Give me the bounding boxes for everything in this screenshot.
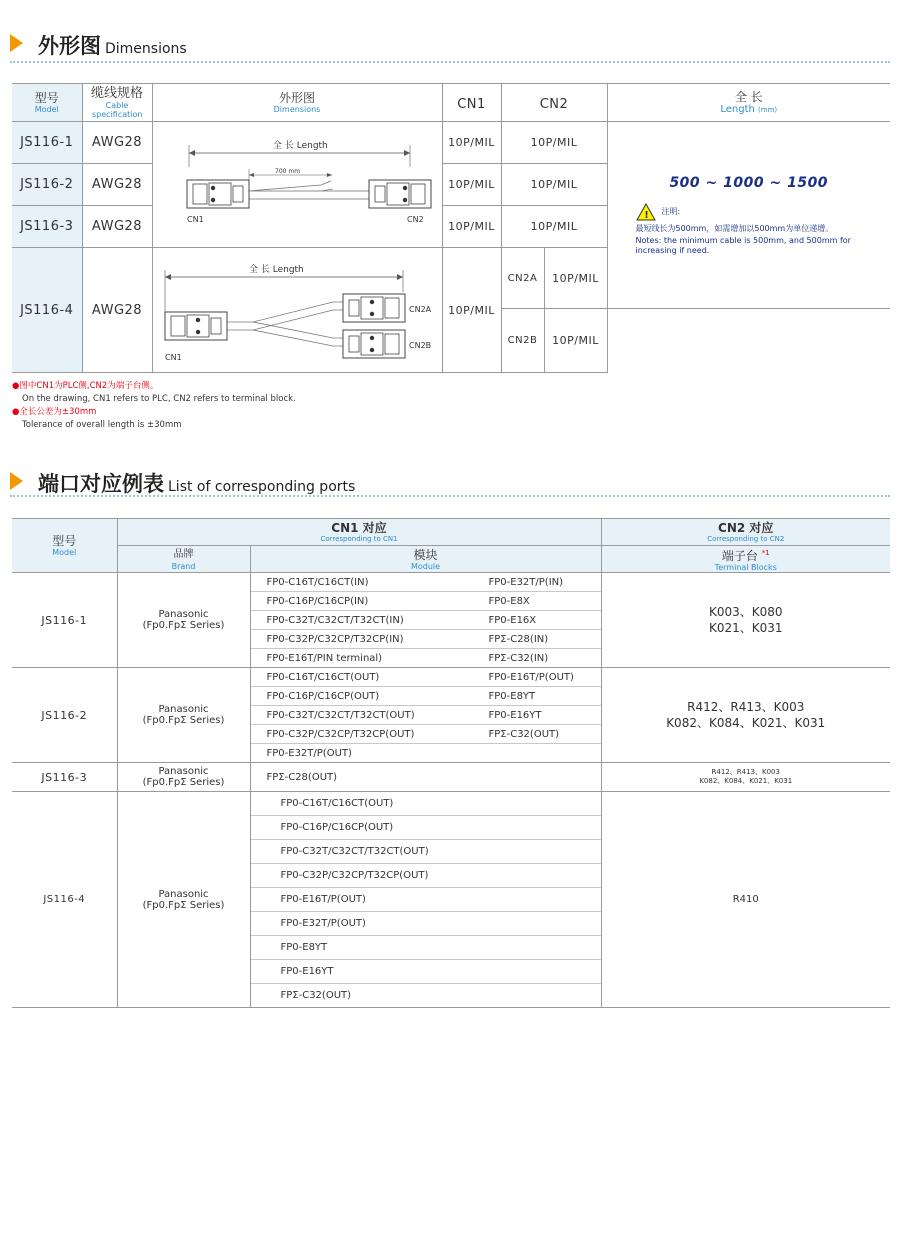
cn2-cell: 10P/MIL (501, 206, 607, 248)
svg-text:!: ! (643, 209, 649, 221)
split-cable-drawing (153, 250, 442, 370)
model-cell: JS116-3 (12, 763, 117, 792)
list-item: FP0-C16P/C16CP(OUT) FP0-E8YT (251, 687, 601, 706)
model-cell: JS116-3 (12, 206, 82, 248)
drawing-cell-straight (152, 122, 442, 248)
footnote-item: ●全长公差为±30mm (12, 407, 97, 417)
list-item: FPΣ-C28(OUT) (266, 771, 338, 783)
cn2a-label: CN2A (501, 248, 544, 309)
length-value: 500 ~ 1000 ~ 1500 (669, 174, 829, 191)
table-row (12, 763, 890, 792)
connector-cn1-icon (187, 180, 249, 208)
list-item: FP0-C16T/C16CT(IN) FP0-E32T/P(IN) (251, 573, 601, 592)
table-header-row (12, 84, 890, 122)
ports-table (12, 518, 890, 1008)
svg-text:CN2: CN2 (406, 214, 424, 224)
connector-cn2b-icon (343, 330, 405, 358)
model-cell: JS116-1 (12, 122, 82, 164)
cn2a-cell: 10P/MIL (544, 248, 607, 309)
list-item: FP0-E16T/P(OUT) (251, 888, 601, 912)
terminal-cell: K003、K080 K021、K031 (601, 573, 890, 668)
dotted-divider (10, 61, 890, 63)
dimensions-table (12, 83, 890, 373)
list-item: FPΣ-C32(OUT) (280, 990, 352, 1001)
cn2b-label: CN2B (501, 309, 544, 373)
list-item: FP0-C32T/C32CT/T32CT(OUT) (251, 840, 601, 864)
table-header-row (12, 519, 890, 546)
svg-text:CN1: CN1 (186, 214, 204, 224)
list-item: FP0-E32T/P(OUT) (266, 747, 352, 759)
length-cell (607, 122, 890, 309)
list-item: FP0-E8YT (251, 936, 601, 960)
header-drawing: 外形图 Dimensions (152, 84, 442, 122)
drawing-cell-split (152, 248, 442, 373)
section-title-en: Dimensions (105, 41, 187, 57)
module-cell (250, 792, 601, 1008)
table-row (12, 573, 890, 668)
straight-cable-drawing (153, 123, 442, 247)
list-item: FP0-E32T/P(OUT) (251, 912, 601, 936)
header-cn1: CN1 对应 Corresponding to CN1 (117, 519, 601, 546)
svg-text:CN1: CN1 (164, 353, 182, 362)
orange-arrow-icon (10, 472, 23, 490)
header-cn1: CN1 (442, 84, 501, 122)
header-cn2: CN2 对应 Corresponding to CN2 (601, 519, 890, 546)
header-terminal: 端子台 $^{*1}$ Terminal Blocks (601, 546, 890, 573)
terminal-cell: R412、R413、K003 K082、K084、K021、K031 (601, 763, 890, 792)
list-item: FP0-E16YT (251, 960, 601, 984)
footnotes (12, 380, 296, 432)
model-cell: JS116-4 (12, 792, 117, 1008)
cn1-cell: 10P/MIL (442, 206, 501, 248)
list-item: FP0-E16T/PIN terminal) FPΣ-C32(IN) (266, 652, 549, 664)
section-title-en: List of corresponding ports (168, 479, 356, 495)
header-brand: 品牌 Brand (117, 546, 250, 573)
header-cn2: CN2 (501, 84, 607, 122)
table-header-row (12, 546, 890, 573)
cn1-cell: 10P/MIL (442, 164, 501, 206)
cn2b-cell: 10P/MIL (544, 309, 607, 373)
cable-cell: AWG28 (82, 206, 152, 248)
dotted-divider (10, 495, 890, 497)
cable-cell: AWG28 (82, 164, 152, 206)
list-item: FP0-C16P/C16CP(OUT) (251, 816, 601, 840)
footnote-en: Tolerance of overall length is ±30mm (22, 420, 182, 430)
model-cell: JS116-2 (12, 164, 82, 206)
cn1-cell: 10P/MIL (442, 248, 501, 373)
note-cn: 最短线长为500mm，如需增加以500mm为单位递增。 (635, 223, 834, 233)
note-en: Notes: the minimum cable is 500mm, and 500mm for increasing if need. (635, 235, 851, 255)
list-item: FP0-C32P/C32CP/T32CP(IN) FPΣ-C28(IN) (251, 630, 601, 649)
section-title-cn: 端口对应例表 (38, 472, 164, 496)
cable-cell: AWG28 (82, 248, 152, 373)
terminal-cell: R412、R413、K003 K082、K084、K021、K031 (601, 668, 890, 763)
module-cell (250, 763, 601, 792)
table-row (12, 792, 890, 1008)
header-cable: 缆线规格 Cable specification (82, 84, 152, 122)
model-cell: JS116-1 (12, 573, 117, 668)
list-item: FP0-C16T/C16CT(OUT) (251, 792, 601, 816)
terminal-cell: R410 (601, 792, 890, 1008)
warning-icon (636, 203, 656, 221)
brand-cell: Panasonic (Fp0.FpΣ Series) (117, 573, 250, 668)
module-cell (250, 668, 601, 763)
svg-text:700 mm: 700 mm (274, 167, 300, 175)
cn1-cell: 10P/MIL (442, 122, 501, 164)
header-length: 全 长 Length (mm) (607, 84, 890, 122)
list-item: FP0-C32P/C32CP/T32CP(OUT) (251, 864, 601, 888)
cn2-cell: 10P/MIL (501, 122, 607, 164)
cn2-cell: 10P/MIL (501, 164, 607, 206)
header-model: 型号 Model (12, 519, 117, 573)
header-module: 模块 Module (250, 546, 601, 573)
list-item: FP0-C16P/C16CP(IN) FP0-E8X (251, 592, 601, 611)
list-item: FP0-C32P/C32CP/T32CP(OUT) FPΣ-C32(OUT) (251, 725, 601, 744)
connector-cn1-icon (165, 312, 227, 340)
svg-text:CN2A: CN2A (408, 305, 431, 314)
connector-cn2-icon (369, 180, 431, 208)
list-item: FP0-C32T/C32CT/T32CT(OUT) FP0-E16YT (251, 706, 601, 725)
brand-cell: Panasonic (Fp0.FpΣ Series) (117, 763, 250, 792)
model-cell: JS116-4 (12, 248, 82, 373)
brand-cell: Panasonic (Fp0.FpΣ Series) (117, 792, 250, 1008)
footnote-item: ●图中CN1为PLC侧,CN2为端子台侧。 (12, 381, 159, 391)
footnote-en: On the drawing, CN1 refers to PLC, CN2 refers to terminal block. (22, 394, 296, 404)
orange-arrow-icon (10, 34, 23, 52)
model-cell: JS116-2 (12, 668, 117, 763)
svg-text:CN2B: CN2B (408, 341, 431, 350)
section-title-cn: 外形图 (38, 34, 101, 58)
cable-cell: AWG28 (82, 122, 152, 164)
list-item: FP0-C16T/C16CT(OUT) FP0-E16T/P(OUT) (251, 668, 601, 687)
svg-text:全 长 Length: 全 长 Length (248, 265, 304, 275)
module-cell (250, 573, 601, 668)
connector-cn2a-icon (343, 294, 405, 322)
list-item: FP0-C32T/C32CT/T32CT(IN) FP0-E16X (251, 611, 601, 630)
header-model: 型号 Model (12, 84, 82, 122)
svg-text:全 长 Length: 全 长 Length (272, 140, 328, 151)
brand-cell: Panasonic (Fp0.FpΣ Series) (117, 668, 250, 763)
note-label: 注明: (661, 207, 681, 216)
table-row (12, 122, 890, 164)
table-row (12, 668, 890, 763)
